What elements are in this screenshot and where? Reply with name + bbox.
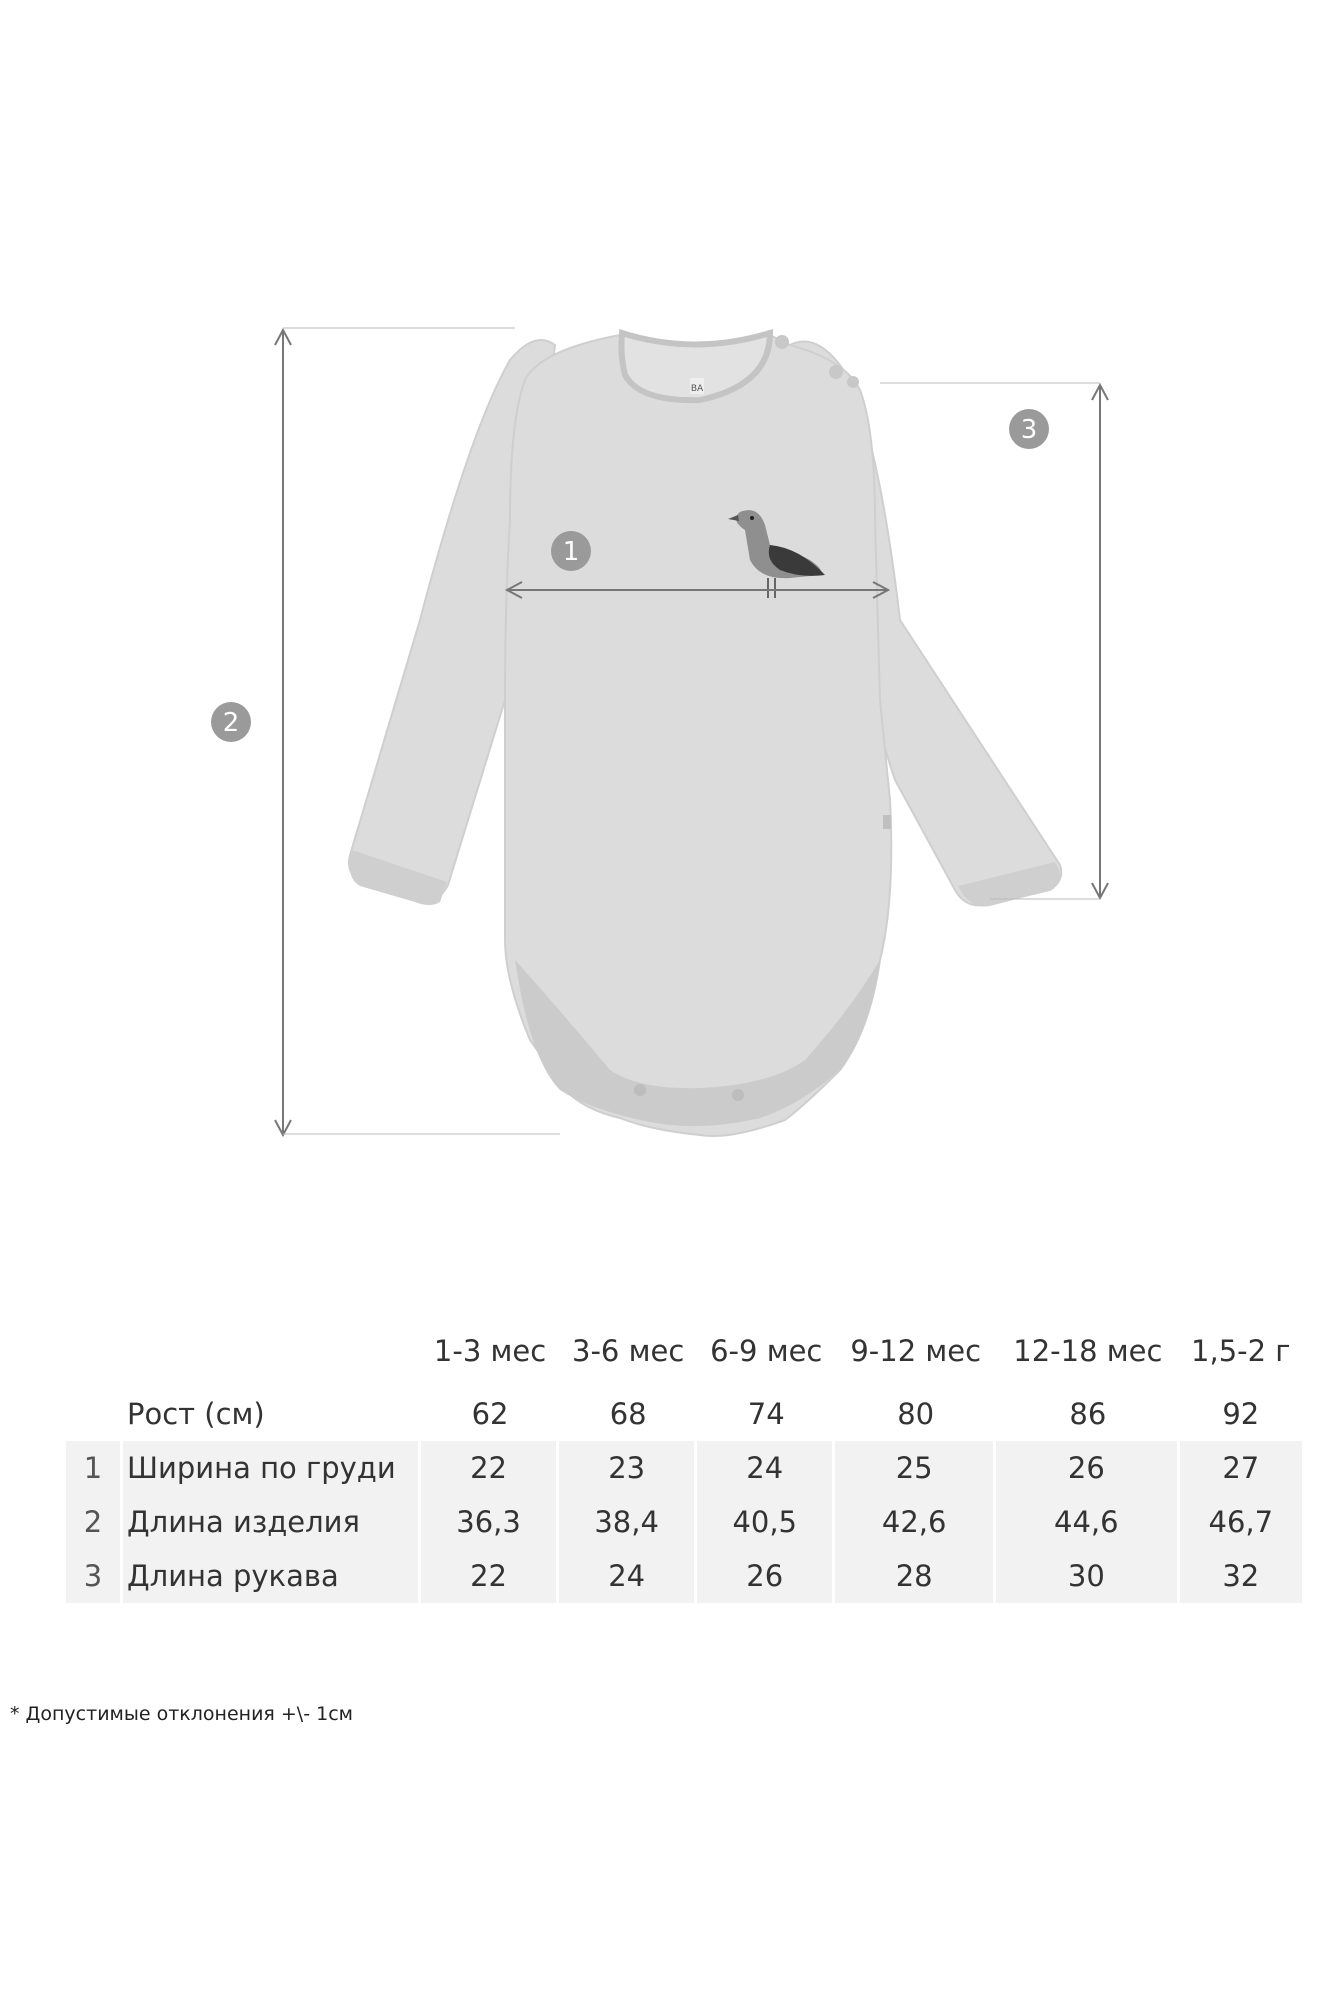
table-cell: 24 bbox=[559, 1549, 697, 1603]
size-table-header bbox=[66, 1315, 1302, 1387]
table-cell: 36,3 bbox=[421, 1495, 559, 1549]
badge-1 bbox=[551, 531, 591, 571]
table-cell: 92 bbox=[1222, 1397, 1260, 1431]
badge-3-label: 3 bbox=[1020, 415, 1038, 445]
table-cell: 38,4 bbox=[559, 1495, 697, 1549]
garment-tag-text: BA bbox=[690, 384, 704, 394]
table-cell: 68 bbox=[609, 1397, 647, 1431]
table-cell: 80 bbox=[897, 1397, 935, 1431]
column-header: 3-6 мес bbox=[572, 1334, 685, 1368]
crotch-snap bbox=[732, 1089, 744, 1101]
column-header: 1-3 мес bbox=[433, 1334, 547, 1368]
table-row bbox=[66, 1495, 1302, 1549]
table-cell: 26 bbox=[697, 1549, 835, 1603]
table-cell: 22 bbox=[421, 1549, 559, 1603]
bodysuit-garment bbox=[349, 333, 1061, 1136]
column-header: 6-9 мес bbox=[710, 1334, 823, 1368]
row-label: Длина изделия bbox=[123, 1495, 421, 1549]
row-number: 2 bbox=[66, 1495, 123, 1549]
table-cell: 74 bbox=[747, 1397, 785, 1431]
crotch-snap bbox=[634, 1084, 646, 1096]
table-cell: 23 bbox=[559, 1441, 697, 1495]
table-cell: 30 bbox=[996, 1549, 1180, 1603]
row-number: 1 bbox=[66, 1441, 123, 1495]
table-cell: 62 bbox=[471, 1397, 509, 1431]
shoulder-snap bbox=[775, 335, 789, 349]
table-row bbox=[66, 1549, 1302, 1603]
row-number: 3 bbox=[66, 1549, 123, 1603]
row-number bbox=[66, 1387, 123, 1441]
row-label: Ширина по груди bbox=[123, 1441, 421, 1495]
table-cell: 28 bbox=[835, 1549, 996, 1603]
table-cell: 44,6 bbox=[996, 1495, 1180, 1549]
table-cell: 26 bbox=[996, 1441, 1180, 1495]
table-cell: 40,5 bbox=[697, 1495, 835, 1549]
row-label: Длина рукава bbox=[123, 1549, 421, 1603]
table-cell: 22 bbox=[421, 1441, 559, 1495]
footnote: * Допустимые отклонения +\- 1см bbox=[10, 1703, 353, 1725]
table-cell: 86 bbox=[1069, 1397, 1107, 1431]
row-label: Рост (см) bbox=[127, 1397, 265, 1431]
column-header: 12-18 мес bbox=[1013, 1334, 1163, 1368]
bird-eye bbox=[750, 516, 754, 520]
table-cell: 24 bbox=[697, 1441, 835, 1495]
table-row bbox=[66, 1441, 1302, 1495]
table-cell: 42,6 bbox=[835, 1495, 996, 1549]
column-header: 1,5-2 г bbox=[1191, 1334, 1291, 1368]
table-cell: 46,7 bbox=[1180, 1495, 1302, 1549]
header-empty bbox=[66, 1315, 123, 1387]
badge-2 bbox=[211, 702, 251, 742]
shoulder-snap bbox=[847, 376, 859, 388]
table-cell: 25 bbox=[835, 1441, 996, 1495]
badge-3 bbox=[1009, 409, 1049, 449]
side-label bbox=[883, 815, 891, 829]
badge-2-label: 2 bbox=[222, 708, 240, 738]
table-row bbox=[66, 1387, 1302, 1441]
table-cell: 27 bbox=[1180, 1441, 1302, 1495]
column-header: 9-12 мес bbox=[850, 1334, 982, 1368]
shoulder-snap bbox=[829, 365, 843, 379]
size-table bbox=[66, 1315, 1302, 1603]
table-cell: 32 bbox=[1180, 1549, 1302, 1603]
header-empty bbox=[123, 1315, 421, 1387]
badge-1-label: 1 bbox=[562, 537, 580, 567]
